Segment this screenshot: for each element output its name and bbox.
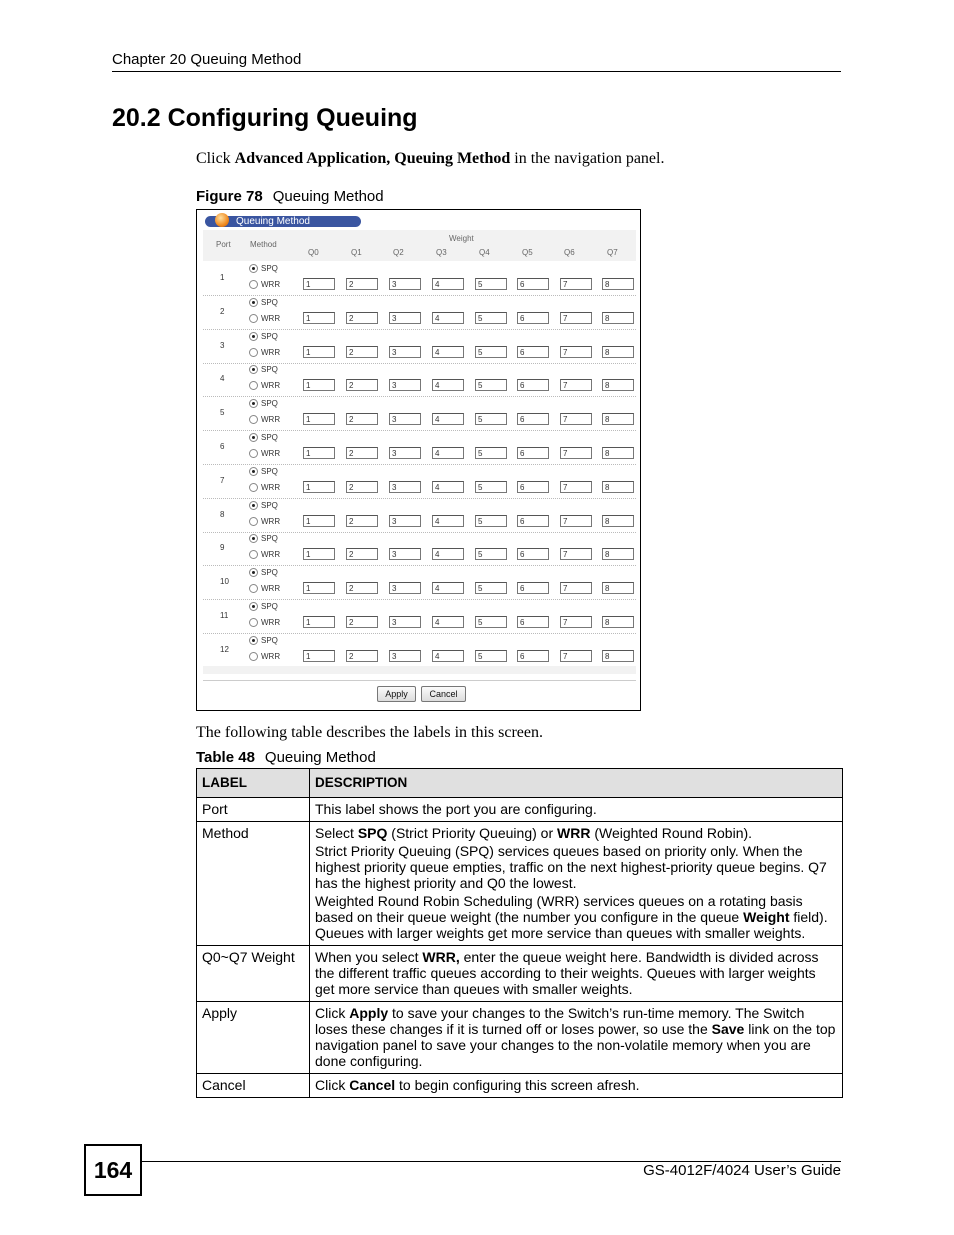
bold-term: Apply xyxy=(349,1005,389,1021)
table-header-row xyxy=(197,769,843,798)
spq-radio[interactable] xyxy=(249,602,278,611)
table-row xyxy=(197,1002,843,1074)
radio-circle-icon[interactable] xyxy=(249,433,258,442)
weight-input-q0[interactable]: 1 xyxy=(303,515,335,527)
weight-input-q2[interactable]: 3 xyxy=(389,447,421,459)
radio-circle-icon[interactable] xyxy=(249,314,258,323)
weight-input-q7[interactable]: 8 xyxy=(602,379,634,391)
weight-input-q3[interactable]: 4 xyxy=(432,548,464,560)
weight-input-q4[interactable]: 5 xyxy=(475,379,507,391)
wrr-radio[interactable] xyxy=(249,348,280,357)
col-header-q7: Q7 xyxy=(607,248,618,257)
port-number: 4 xyxy=(220,374,225,384)
weight-input-q1[interactable]: 2 xyxy=(346,346,378,358)
weight-input-q6[interactable]: 7 xyxy=(560,413,592,425)
weight-input-q4[interactable]: 5 xyxy=(475,548,507,560)
wrr-label: WRR xyxy=(261,651,281,661)
port-number: 10 xyxy=(220,577,229,587)
spq-label: SPQ xyxy=(261,466,278,476)
radio-circle-icon[interactable] xyxy=(249,602,258,611)
header-rule xyxy=(112,71,841,72)
weight-input-q7[interactable]: 8 xyxy=(602,413,634,425)
queuing-method-screen xyxy=(196,209,641,711)
weight-input-q1[interactable]: 2 xyxy=(346,650,378,662)
weight-input-q1[interactable]: 2 xyxy=(346,312,378,324)
spq-radio[interactable] xyxy=(249,399,278,408)
radio-circle-icon[interactable] xyxy=(249,652,258,661)
col-header-q2: Q2 xyxy=(393,248,404,257)
weight-input-q5[interactable]: 6 xyxy=(517,515,549,527)
wrr-label: WRR xyxy=(261,618,281,627)
spq-radio[interactable] xyxy=(249,568,278,577)
weight-input-q1[interactable]: 2 xyxy=(346,582,378,594)
port-row xyxy=(203,295,636,330)
spq-label: SPQ xyxy=(261,568,278,578)
text-segment: (Weighted Round Robin). xyxy=(590,825,753,841)
text-segment: This label shows the port you are configuring. xyxy=(315,801,597,817)
table-footer-band xyxy=(203,666,636,674)
weight-input-q4[interactable]: 5 xyxy=(475,278,507,290)
wrr-label: WRR xyxy=(261,280,281,289)
weight-input-q0[interactable]: 1 xyxy=(303,346,335,358)
radio-circle-icon[interactable] xyxy=(249,568,258,577)
radio-circle-icon[interactable] xyxy=(249,636,258,645)
spq-radio[interactable] xyxy=(249,467,278,476)
weight-input-q5[interactable]: 6 xyxy=(517,616,549,628)
wrr-label: WRR xyxy=(261,415,281,425)
weight-input-q4[interactable]: 5 xyxy=(475,515,507,527)
col-header-q4: Q4 xyxy=(479,248,490,257)
weight-input-q1[interactable]: 2 xyxy=(346,278,378,290)
port-row xyxy=(203,565,636,600)
port-row xyxy=(203,464,636,499)
weight-input-q0[interactable]: 1 xyxy=(303,582,335,594)
row-description xyxy=(310,1002,843,1074)
spq-label: SPQ xyxy=(261,297,278,307)
radio-circle-icon[interactable] xyxy=(249,298,258,307)
spq-radio[interactable] xyxy=(249,636,278,645)
table-body xyxy=(197,798,843,1098)
weight-input-q2[interactable]: 3 xyxy=(389,616,421,628)
page-number: 164 xyxy=(84,1144,142,1196)
tab-orb-icon xyxy=(215,213,229,227)
port-number: 2 xyxy=(220,306,225,316)
table-row xyxy=(197,1074,843,1098)
intro-prefix: Click xyxy=(196,150,235,167)
port-row xyxy=(203,599,636,634)
wrr-radio[interactable] xyxy=(249,652,280,661)
text-segment: link on the top navigation panel to save your changes to the non-volatile memory when you are done configuring. xyxy=(315,1021,836,1069)
weight-input-q7[interactable]: 8 xyxy=(602,582,634,594)
port-number: 1 xyxy=(220,273,225,282)
weight-input-q0[interactable]: 1 xyxy=(303,379,335,391)
weight-input-q1[interactable]: 2 xyxy=(346,548,378,560)
description-paragraph xyxy=(315,825,837,841)
row-label: Method xyxy=(197,822,310,946)
wrr-radio[interactable] xyxy=(249,449,280,458)
wrr-label: WRR xyxy=(261,347,281,357)
apply-button[interactable]: Apply xyxy=(377,686,416,702)
weight-input-q0[interactable]: 1 xyxy=(303,278,335,290)
radio-circle-icon[interactable] xyxy=(249,534,258,543)
queuing-method-tab[interactable] xyxy=(205,216,361,227)
weight-input-q4[interactable]: 5 xyxy=(475,650,507,662)
wrr-label: WRR xyxy=(261,313,281,323)
figure-title: Queuing Method xyxy=(272,188,384,205)
weight-input-q1[interactable]: 2 xyxy=(346,515,378,527)
radio-circle-icon[interactable] xyxy=(249,381,258,390)
weight-input-q4[interactable]: 5 xyxy=(475,447,507,459)
wrr-radio[interactable] xyxy=(249,415,280,424)
wrr-radio[interactable] xyxy=(249,550,280,559)
intro-suffix: in the navigation panel. xyxy=(510,150,665,167)
weight-input-q6[interactable]: 7 xyxy=(560,548,592,560)
spq-label: SPQ xyxy=(261,365,278,375)
table-caption xyxy=(196,749,376,766)
wrr-radio[interactable] xyxy=(249,584,280,593)
radio-circle-icon[interactable] xyxy=(249,483,258,492)
description-paragraph xyxy=(315,1005,837,1069)
port-row xyxy=(203,498,636,533)
text-segment: (Strict Priority Queuing) or xyxy=(387,825,557,841)
radio-circle-icon[interactable] xyxy=(249,550,258,559)
spq-radio[interactable] xyxy=(249,433,278,442)
weight-input-q6[interactable]: 7 xyxy=(560,312,592,324)
table-intro: The following table describes the labels in this screen. xyxy=(196,724,544,741)
weight-input-q3[interactable]: 4 xyxy=(432,616,464,628)
weight-input-q2[interactable]: 3 xyxy=(389,582,421,594)
spq-radio[interactable] xyxy=(249,501,278,510)
text-segment: field). Queues with larger weights get more service than queues with smaller weights. xyxy=(315,909,828,941)
col-header-q5: Q5 xyxy=(522,248,533,257)
bold-term: WRR, xyxy=(422,949,460,965)
port-number: 11 xyxy=(220,611,229,620)
port-number: 6 xyxy=(220,442,225,451)
spq-label: SPQ xyxy=(261,500,278,510)
radio-circle-icon[interactable] xyxy=(249,399,258,408)
weight-input-q6[interactable]: 7 xyxy=(560,447,592,459)
weight-input-q5[interactable]: 6 xyxy=(517,650,549,662)
weight-input-q3[interactable]: 4 xyxy=(432,447,464,459)
radio-circle-icon[interactable] xyxy=(249,467,258,476)
port-number: 5 xyxy=(220,408,225,418)
bold-term: Weight xyxy=(743,909,790,925)
port-row xyxy=(203,261,636,296)
description-paragraph xyxy=(315,1077,837,1093)
port-number: 8 xyxy=(220,509,225,519)
text-segment: Click xyxy=(315,1077,350,1093)
text-segment: enter the queue weight here. Bandwidth is divided across the different traffic queues according to their weights. Queues with larger weights get more service than queues with smaller weights. xyxy=(315,949,819,997)
table-title: Queuing Method xyxy=(264,749,376,766)
table-row xyxy=(197,798,843,822)
intro-separator: , xyxy=(386,150,395,167)
wrr-label: WRR xyxy=(261,516,281,526)
table-label: Table 48 xyxy=(196,749,255,766)
weight-input-q6[interactable]: 7 xyxy=(560,379,592,391)
weight-input-q2[interactable]: 3 xyxy=(389,346,421,358)
description-table xyxy=(196,768,843,1098)
description-paragraph xyxy=(315,893,837,941)
bold-term: Cancel xyxy=(349,1077,396,1093)
table-row xyxy=(197,822,843,946)
weight-input-q1[interactable]: 2 xyxy=(346,616,378,628)
weight-input-q7[interactable]: 8 xyxy=(602,447,634,459)
intro-bold-queuing-method: Queuing Method xyxy=(394,150,511,167)
weight-input-q1[interactable]: 2 xyxy=(346,447,378,459)
figure-caption xyxy=(196,188,384,205)
weight-input-q3[interactable]: 4 xyxy=(432,481,464,493)
weight-input-q1[interactable]: 2 xyxy=(346,481,378,493)
weight-input-q6[interactable]: 7 xyxy=(560,346,592,358)
weight-input-q2[interactable]: 3 xyxy=(389,515,421,527)
text-segment: When you select xyxy=(315,949,423,965)
port-row xyxy=(203,531,636,566)
port-number: 12 xyxy=(220,644,229,654)
weight-input-q7[interactable]: 8 xyxy=(602,650,634,662)
weight-input-q3[interactable]: 4 xyxy=(432,312,464,324)
spq-label: SPQ xyxy=(261,534,278,544)
weight-input-q4[interactable]: 5 xyxy=(475,312,507,324)
weight-input-q0[interactable]: 1 xyxy=(303,616,335,628)
intro-paragraph xyxy=(196,150,664,168)
weight-input-q2[interactable]: 3 xyxy=(389,278,421,290)
wrr-label: WRR xyxy=(261,381,281,391)
text-segment: Select xyxy=(315,825,358,841)
radio-circle-icon[interactable] xyxy=(249,332,258,341)
wrr-radio[interactable] xyxy=(249,517,280,526)
weight-input-q7[interactable]: 8 xyxy=(602,515,634,527)
col-header-q0: Q0 xyxy=(308,248,319,257)
weight-input-q7[interactable]: 8 xyxy=(602,548,634,560)
wrr-radio[interactable] xyxy=(249,280,280,289)
radio-circle-icon[interactable] xyxy=(249,415,258,424)
weight-input-q2[interactable]: 3 xyxy=(389,312,421,324)
weight-input-q0[interactable]: 1 xyxy=(303,312,335,324)
row-description xyxy=(310,1074,843,1098)
spq-radio[interactable] xyxy=(249,264,278,273)
description-paragraph xyxy=(315,843,837,891)
wrr-radio[interactable] xyxy=(249,381,280,390)
row-description xyxy=(310,822,843,946)
weight-input-q7[interactable]: 8 xyxy=(602,481,634,493)
spq-radio[interactable] xyxy=(249,365,278,374)
weight-input-q7[interactable]: 8 xyxy=(602,312,634,324)
wrr-label: WRR xyxy=(261,584,281,594)
weight-input-q5[interactable]: 6 xyxy=(517,278,549,290)
weight-input-q0[interactable]: 1 xyxy=(303,447,335,459)
spq-label: SPQ xyxy=(261,433,278,442)
weight-input-q3[interactable]: 4 xyxy=(432,379,464,391)
weight-input-q0[interactable]: 1 xyxy=(303,548,335,560)
weight-input-q3[interactable]: 4 xyxy=(432,346,464,358)
weight-input-q4[interactable]: 5 xyxy=(475,481,507,493)
weight-input-q6[interactable]: 7 xyxy=(560,278,592,290)
column-header-row xyxy=(203,230,636,261)
weight-input-q7[interactable]: 8 xyxy=(602,346,634,358)
intro-bold-advanced-application: Advanced Application xyxy=(234,150,387,167)
weight-input-q5[interactable]: 6 xyxy=(517,447,549,459)
bold-term: Save xyxy=(711,1021,745,1037)
weight-input-q6[interactable]: 7 xyxy=(560,616,592,628)
weight-input-q5[interactable]: 6 xyxy=(517,548,549,560)
wrr-label: WRR xyxy=(261,550,281,560)
row-description xyxy=(310,798,843,822)
row-label: Apply xyxy=(197,1002,310,1074)
weight-input-q3[interactable]: 4 xyxy=(432,515,464,527)
row-label: Cancel xyxy=(197,1074,310,1098)
table-row xyxy=(197,946,843,1002)
weight-input-q0[interactable]: 1 xyxy=(303,481,335,493)
button-divider xyxy=(203,680,636,681)
spq-label: SPQ xyxy=(261,602,278,611)
weight-input-q4[interactable]: 5 xyxy=(475,346,507,358)
guide-title: GS-4012F/4024 User’s Guide xyxy=(643,1162,841,1179)
weight-input-q2[interactable]: 3 xyxy=(389,650,421,662)
spq-radio[interactable] xyxy=(249,332,278,341)
row-label: Port xyxy=(197,798,310,822)
figure-label: Figure 78 xyxy=(196,188,263,205)
radio-circle-icon[interactable] xyxy=(249,517,258,526)
port-row xyxy=(203,329,636,364)
port-number: 3 xyxy=(220,340,225,350)
row-description xyxy=(310,946,843,1002)
spq-label: SPQ xyxy=(261,264,278,273)
port-row xyxy=(203,362,636,397)
weight-input-q2[interactable]: 3 xyxy=(389,413,421,425)
weight-input-q3[interactable]: 4 xyxy=(432,650,464,662)
radio-circle-icon[interactable] xyxy=(249,501,258,510)
port-row xyxy=(203,633,636,668)
weight-input-q5[interactable]: 6 xyxy=(517,582,549,594)
col-header-method: Method xyxy=(250,240,277,249)
chapter-header: Chapter 20 Queuing Method xyxy=(112,51,302,68)
wrr-radio[interactable] xyxy=(249,483,280,492)
weight-input-q3[interactable]: 4 xyxy=(432,582,464,594)
weight-input-q5[interactable]: 6 xyxy=(517,413,549,425)
weight-input-q4[interactable]: 5 xyxy=(475,616,507,628)
spq-label: SPQ xyxy=(261,399,278,409)
col-header-port: Port xyxy=(216,240,231,249)
radio-circle-icon[interactable] xyxy=(249,264,258,273)
weight-input-q7[interactable]: 8 xyxy=(602,616,634,628)
weight-input-q5[interactable]: 6 xyxy=(517,481,549,493)
radio-circle-icon[interactable] xyxy=(249,618,258,627)
weight-input-q6[interactable]: 7 xyxy=(560,481,592,493)
weight-input-q2[interactable]: 3 xyxy=(389,481,421,493)
port-row xyxy=(203,396,636,431)
radio-circle-icon[interactable] xyxy=(249,584,258,593)
radio-circle-icon[interactable] xyxy=(249,365,258,374)
weight-input-q6[interactable]: 7 xyxy=(560,650,592,662)
wrr-label: WRR xyxy=(261,482,281,492)
text-segment: to begin configuring this screen afresh. xyxy=(395,1077,640,1093)
radio-circle-icon[interactable] xyxy=(249,449,258,458)
text-segment: Strict Priority Queuing (SPQ) services queues based on priority only. When the highest priority queue empties, traffic on the next highest-priority queue begins. Q7 has the highest priority and Q0 the lowest. xyxy=(315,843,827,891)
weight-input-q6[interactable]: 7 xyxy=(560,515,592,527)
wrr-radio[interactable] xyxy=(249,314,280,323)
weight-input-q3[interactable]: 4 xyxy=(432,278,464,290)
weight-input-q2[interactable]: 3 xyxy=(389,548,421,560)
text-segment: to save your changes to the Switch’s run-time memory. The Switch loses these changes if it is turned off or loses power, so use the xyxy=(315,1005,805,1037)
tab-label: Queuing Method xyxy=(236,216,310,227)
weight-input-q7[interactable]: 8 xyxy=(602,278,634,290)
col-header-q3: Q3 xyxy=(436,248,447,257)
cancel-button[interactable]: Cancel xyxy=(421,686,466,702)
port-number: 9 xyxy=(220,543,225,553)
weight-input-q3[interactable]: 4 xyxy=(432,413,464,425)
weight-input-q1[interactable]: 2 xyxy=(346,413,378,425)
header-description: DESCRIPTION xyxy=(310,769,843,798)
radio-circle-icon[interactable] xyxy=(249,280,258,289)
col-header-weight: Weight xyxy=(449,234,474,243)
bold-term: SPQ xyxy=(357,825,388,841)
weight-input-q4[interactable]: 5 xyxy=(475,413,507,425)
spq-label: SPQ xyxy=(261,331,278,341)
header-label: LABEL xyxy=(197,769,310,798)
radio-circle-icon[interactable] xyxy=(249,348,258,357)
bold-term: WRR xyxy=(557,825,591,841)
port-number: 7 xyxy=(220,475,225,485)
spq-radio[interactable] xyxy=(249,534,278,543)
wrr-radio[interactable] xyxy=(249,618,280,627)
weight-input-q5[interactable]: 6 xyxy=(517,312,549,324)
col-header-q6: Q6 xyxy=(564,248,575,257)
weight-input-q0[interactable]: 1 xyxy=(303,650,335,662)
spq-label: SPQ xyxy=(261,635,278,645)
weight-input-q4[interactable]: 5 xyxy=(475,582,507,594)
text-segment: Weighted Round Robin Scheduling (WRR) services queues on a rotating basis based on their queue weight (the number you configure in the queue xyxy=(315,893,803,925)
description-paragraph xyxy=(315,801,837,817)
section-title: 20.2 Configuring Queuing xyxy=(112,104,418,132)
col-header-q1: Q1 xyxy=(351,248,362,257)
weight-input-q5[interactable]: 6 xyxy=(517,346,549,358)
weight-input-q1[interactable]: 2 xyxy=(346,379,378,391)
weight-input-q6[interactable]: 7 xyxy=(560,582,592,594)
wrr-label: WRR xyxy=(261,449,281,458)
weight-input-q0[interactable]: 1 xyxy=(303,413,335,425)
port-row xyxy=(203,430,636,465)
spq-radio[interactable] xyxy=(249,298,278,307)
weight-input-q2[interactable]: 3 xyxy=(389,379,421,391)
text-segment: Click xyxy=(315,1005,350,1021)
weight-input-q5[interactable]: 6 xyxy=(517,379,549,391)
description-paragraph xyxy=(315,949,837,997)
row-label: Q0~Q7 Weight xyxy=(197,946,310,1002)
